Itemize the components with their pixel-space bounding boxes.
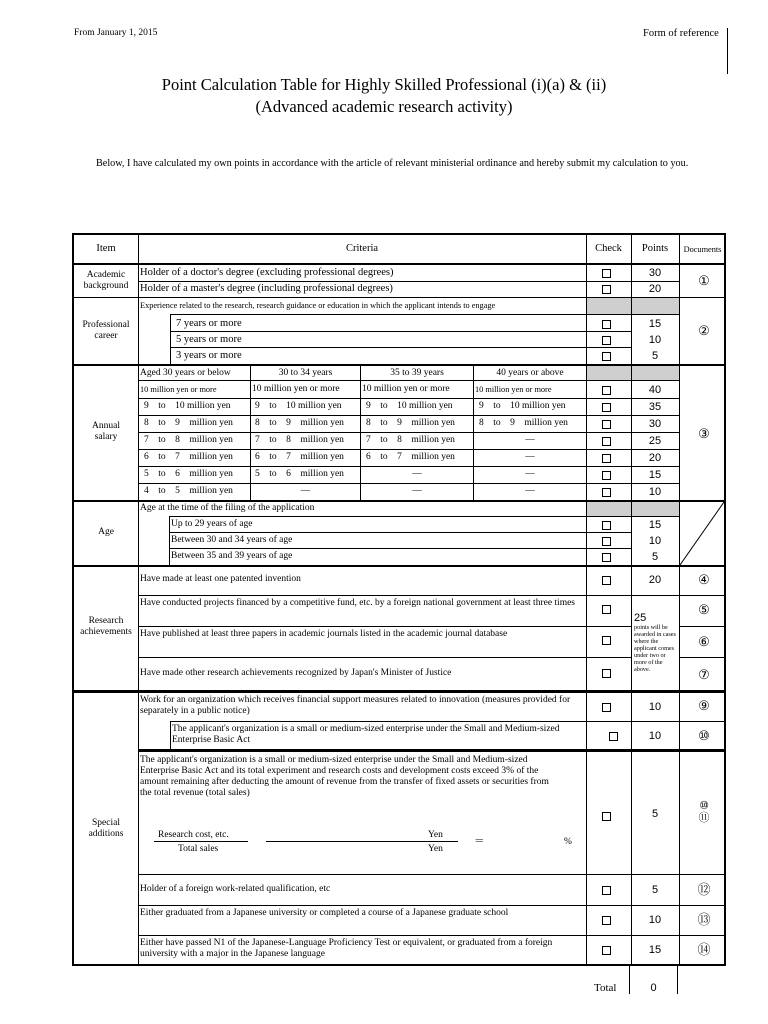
page-subtitle: (Advanced academic research activity) — [255, 97, 513, 116]
salary-r3-points: 25 — [648, 435, 662, 447]
age-30-34-checkbox[interactable] — [602, 537, 611, 546]
career-header: Experience related to the research, research guidance or education in which the applicant intends to engage — [140, 301, 496, 310]
special-japan-grad-points: 10 — [648, 914, 662, 926]
salary-r5-c1: 5 to 6 million yen — [255, 469, 344, 479]
salary-r0-c2: 10 million yen or more — [362, 384, 450, 394]
salary-r5-c2: — — [412, 469, 422, 479]
salary-r2-checkbox[interactable] — [602, 420, 611, 429]
salary-r5-points: 15 — [648, 469, 662, 481]
header-rule — [727, 28, 728, 74]
doc-10-icon: ⑩ — [698, 728, 710, 743]
rnd-numerator: Research cost, etc. — [158, 830, 229, 840]
salary-age-header-2: 30 to 34 years — [278, 368, 333, 378]
career-5yrs-points: 10 — [648, 334, 662, 346]
salary-age-header-4: 40 years or above — [496, 368, 564, 378]
special-innovation-checkbox[interactable] — [602, 703, 611, 712]
career-3yrs-points: 5 — [651, 350, 659, 362]
research-other: Have made other research achievements recognized by Japan's Minister of Justice — [140, 668, 452, 678]
doc-7-icon: ⑦ — [698, 667, 710, 682]
research-label: Research achievements — [80, 616, 132, 637]
salary-r2-points: 30 — [648, 418, 662, 430]
salary-r4-checkbox[interactable] — [602, 454, 611, 463]
special-rnd-checkbox[interactable] — [602, 812, 611, 821]
research-multi-points-value: 25 — [634, 612, 647, 624]
special-jlpt-checkbox[interactable] — [602, 946, 611, 955]
age-up-to-29-points: 15 — [648, 519, 662, 531]
research-multi-note: points will be awarded in cases where the applicant comes under two or more of the above. — [634, 624, 676, 673]
doc-5-icon: ⑤ — [698, 602, 710, 617]
doc-9-icon: ⑨ — [698, 698, 710, 713]
special-innovation-points: 10 — [648, 701, 662, 713]
academic-master-points: 20 — [648, 283, 662, 295]
career-5yrs: 5 years or more — [176, 334, 242, 345]
salary-r2-c2: 8 to 9 million yen — [366, 418, 455, 428]
salary-r3-checkbox[interactable] — [602, 437, 611, 446]
special-foreign-qual: Holder of a foreign work-related qualification, etc — [140, 884, 331, 894]
age-35-39-points: 5 — [651, 551, 659, 563]
special-sme-points: 10 — [648, 730, 662, 742]
salary-r4-points: 20 — [648, 452, 662, 464]
rnd-percent: % — [564, 837, 572, 847]
research-papers: Have published at least three papers in academic journals listed in the academic journal database — [140, 629, 508, 639]
salary-r3-c3: — — [525, 435, 535, 445]
salary-r6-c3: — — [525, 486, 535, 496]
salary-r0-points: 40 — [648, 384, 662, 396]
col-criteria: Criteria — [345, 243, 379, 254]
col-check: Check — [595, 243, 622, 254]
salary-r2-c0: 8 to 9 million yen — [144, 418, 233, 428]
rnd-yen-top: Yen — [428, 830, 443, 840]
research-other-checkbox[interactable] — [602, 669, 611, 678]
doc-6-icon: ⑥ — [698, 634, 710, 649]
salary-r2-c1: 8 to 9 million yen — [255, 418, 344, 428]
doc-3-icon: ③ — [698, 426, 710, 441]
career-5yrs-checkbox[interactable] — [602, 336, 611, 345]
academic-master: Holder of a master's degree (including professional degrees) — [140, 283, 393, 294]
research-fund-checkbox[interactable] — [602, 605, 611, 614]
salary-age-header-3: 35 to 39 years — [390, 368, 444, 378]
intro-text: Below, I have calculated my own points in accordance with the article of relevant ministerial ordinance and hereby submit my calculation to you. — [96, 158, 689, 169]
salary-label: Annual salary — [92, 421, 120, 442]
academic-doctor-checkbox[interactable] — [602, 269, 611, 278]
salary-r1-points: 35 — [648, 401, 662, 413]
career-7yrs: 7 years or more — [176, 318, 242, 329]
rnd-denominator: Total sales — [178, 844, 219, 854]
academic-doctor-points: 30 — [648, 267, 662, 279]
salary-r5-c0: 5 to 6 million yen — [144, 469, 233, 479]
academic-label: Academic background — [83, 270, 129, 291]
doc-10b-icon: ⑩ — [699, 800, 709, 812]
age-up-to-29-checkbox[interactable] — [602, 521, 611, 530]
salary-r1-c2: 9 to 10 million yen — [366, 401, 453, 411]
career-label: Professional career — [82, 320, 130, 341]
total-label: Total — [594, 982, 617, 994]
academic-doctor: Holder of a doctor's degree (excluding professional degrees) — [140, 267, 394, 278]
salary-r0-c0: 10 million yen or more — [140, 385, 217, 394]
salary-r6-c2: — — [412, 486, 422, 496]
career-3yrs: 3 years or more — [176, 350, 242, 361]
col-documents: Documents — [683, 245, 722, 254]
special-rnd-points: 5 — [651, 808, 659, 820]
salary-r3-c1: 7 to 8 million yen — [255, 435, 344, 445]
salary-r4-c1: 6 to 7 million yen — [255, 452, 344, 462]
age-35-39: Between 35 and 39 years of age — [171, 551, 293, 561]
doc-11-icon: ⑪ — [698, 812, 710, 824]
age-30-34: Between 30 and 34 years of age — [171, 535, 293, 545]
rnd-yen-bottom: Yen — [428, 844, 443, 854]
salary-r2-c3: 8 to 9 million yen — [479, 418, 568, 428]
salary-r1-c0: 9 to 10 million yen — [144, 401, 231, 411]
age-35-39-checkbox[interactable] — [602, 553, 611, 562]
special-jlpt: Either have passed N1 of the Japanese-Language Proficiency Test or equivalent, or graduated from a foreign university with a major in the Japanese language — [140, 938, 553, 959]
salary-r4-c0: 6 to 7 million yen — [144, 452, 233, 462]
special-sme: The applicant's organization is a small or medium-sized enterprise under the Small and Medium-sized Enterprise Basic Act — [172, 724, 560, 745]
salary-r6-c0: 4 to 5 million yen — [144, 486, 233, 496]
salary-r4-c3: — — [525, 452, 535, 462]
form-label: Form of reference — [643, 28, 719, 39]
special-foreign-qual-points: 5 — [651, 884, 659, 896]
salary-r6-c1: — — [300, 486, 311, 496]
academic-master-checkbox[interactable] — [602, 285, 611, 294]
doc-12-icon: ⑫ — [697, 882, 711, 897]
doc-13-icon: ⑬ — [697, 912, 711, 927]
special-foreign-qual-checkbox[interactable] — [602, 886, 611, 895]
special-sme-checkbox[interactable] — [609, 732, 618, 741]
salary-r3-c0: 7 to 8 million yen — [144, 435, 233, 445]
career-7yrs-checkbox[interactable] — [602, 320, 611, 329]
career-7yrs-points: 15 — [648, 318, 662, 330]
salary-r0-checkbox[interactable] — [602, 386, 611, 395]
salary-r0-c3: 10 million yen or more — [475, 385, 552, 394]
salary-age-header-1: Aged 30 years or below — [140, 368, 231, 378]
research-patent-points: 20 — [648, 574, 662, 586]
col-points: Points — [641, 243, 669, 254]
doc-14-icon: ⑭ — [697, 942, 711, 957]
special-japan-grad-checkbox[interactable] — [602, 916, 611, 925]
rnd-equals: ＝ — [474, 836, 485, 847]
special-innovation: Work for an organization which receives financial support measures related to innovation (measures provided for separately in a public notice) — [140, 695, 571, 716]
research-papers-checkbox[interactable] — [602, 636, 611, 645]
age-30-34-points: 10 — [648, 535, 662, 547]
research-fund: Have conducted projects financed by a competitive fund, etc. by a foreign national government at least three times — [140, 598, 575, 608]
age-doc-strike — [680, 502, 724, 565]
page-title: Point Calculation Table for Highly Skilled Professional (i)(a) & (ii) — [161, 75, 607, 94]
age-up-to-29: Up to 29 years of age — [171, 519, 253, 529]
salary-r0-c1: 10 million yen or more — [252, 384, 340, 394]
doc-1-icon: ① — [698, 273, 710, 288]
salary-r1-c3: 9 to 10 million yen — [479, 401, 566, 411]
research-patent: Have made at least one patented invention — [140, 574, 301, 584]
effective-date: From January 1, 2015 — [74, 28, 158, 38]
salary-r1-checkbox[interactable] — [602, 403, 611, 412]
salary-r6-points: 10 — [648, 486, 662, 498]
doc-4-icon: ④ — [698, 572, 710, 587]
salary-r5-checkbox[interactable] — [602, 471, 611, 480]
research-patent-checkbox[interactable] — [602, 576, 611, 585]
career-3yrs-checkbox[interactable] — [602, 352, 611, 361]
special-japan-grad: Either graduated from a Japanese university or completed a course of a Japanese graduate school — [140, 908, 509, 918]
salary-r4-c2: 6 to 7 million yen — [366, 452, 455, 462]
special-label: Special additions — [88, 818, 124, 839]
salary-r6-checkbox[interactable] — [602, 488, 611, 497]
special-jlpt-points: 15 — [648, 944, 662, 956]
research-multi-points — [634, 608, 679, 673]
salary-r1-c1: 9 to 10 million yen — [255, 401, 342, 411]
total-value: 0 — [650, 982, 657, 994]
salary-r3-c2: 7 to 8 million yen — [366, 435, 455, 445]
points-table — [72, 233, 726, 966]
col-item: Item — [96, 243, 116, 254]
age-header: Age at the time of the filing of the application — [140, 503, 315, 513]
doc-2-icon: ② — [698, 323, 710, 338]
age-label: Age — [98, 527, 114, 537]
salary-r5-c3: — — [525, 469, 535, 479]
special-rnd: The applicant's organization is a small or medium-sized enterprise under the Small and Medium-sized Enterprise Basic Act and its total experiment and research costs and development costs exceed 3% of the amount remaining after deducting the amount of revenue from the transfer of fixed assets or securities from the total revenue (total sales) — [140, 755, 549, 798]
